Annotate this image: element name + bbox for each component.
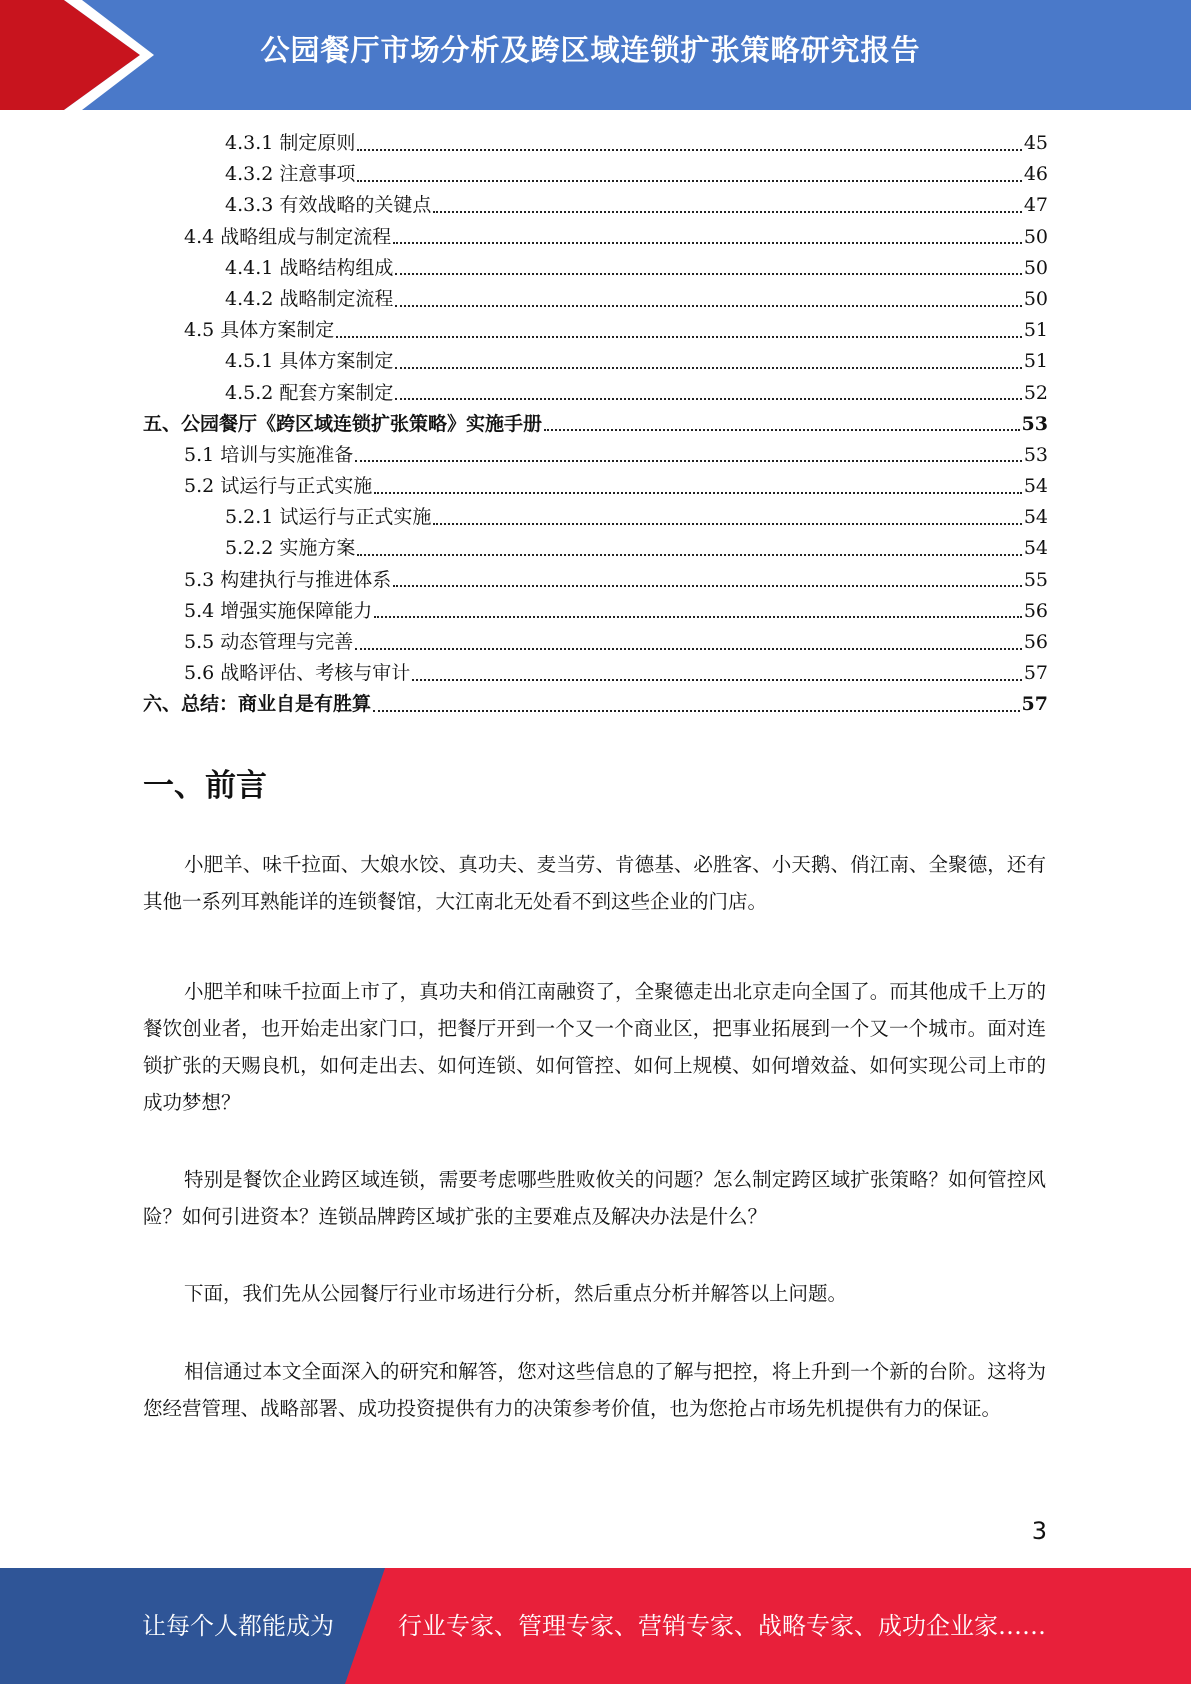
paragraph-1: 小肥羊、味千拉面、大娘水饺、真功夫、麦当劳、肯德基、必胜客、小天鹅、俏江南、全聚德，还有其他一系列耳熟能详的连锁餐馆，大江南北无处看不到这些企业的门店。	[143, 853, 1046, 913]
toc-leader-dots	[393, 242, 1022, 244]
toc-entry-page: 56	[1023, 599, 1048, 622]
toc-leader-dots	[395, 398, 1021, 400]
toc-entry-page: 50	[1023, 287, 1048, 310]
toc-entry-label: 5.6 战略评估、考核与审计	[184, 662, 411, 685]
toc-leader-dots	[355, 460, 1022, 462]
toc-leader-dots	[374, 616, 1022, 618]
toc-entry[interactable]	[143, 128, 1048, 159]
toc-entry-page: 46	[1023, 163, 1048, 186]
toc-leader-dots	[433, 211, 1021, 213]
toc-leader-dots	[412, 679, 1022, 681]
toc-entry-label: 5.4 增强实施保障能力	[184, 599, 373, 622]
toc-leader-dots	[374, 492, 1022, 494]
toc-leader-dots	[373, 710, 1020, 712]
toc-entry-label: 4.3.2 注意事项	[225, 163, 356, 186]
footer-slogan-left: 让每个人都能成为	[142, 1612, 334, 1640]
toc-entry-page: 53	[1023, 443, 1048, 466]
toc-entry-label: 六、总结：商业自是有胜算	[143, 693, 372, 716]
toc-entry-page: 45	[1023, 132, 1048, 154]
toc-leader-dots	[357, 180, 1021, 182]
toc-entry-label: 4.5 具体方案制定	[184, 319, 335, 342]
toc-entry[interactable]	[143, 658, 1048, 689]
toc-entry-label: 5.5 动态管理与完善	[184, 631, 354, 653]
paragraph-3: 特别是餐饮企业跨区域连锁，需要考虑哪些胜败攸关的问题？怎么制定跨区域扩张策略？如何管控风险？如何引进资本？连锁品牌跨区域扩张的主要难点及解决办法是什么？	[143, 1168, 1046, 1228]
toc-entry-page: 57	[1023, 662, 1048, 685]
toc-entry-page: 51	[1023, 319, 1048, 342]
page-header	[0, 0, 1191, 110]
section-heading: 一、前言	[143, 768, 267, 804]
paragraph-5: 相信通过本文全面深入的研究和解答，您对这些信息的了解与把控，将上升到一个新的台阶。这将为您经营管理、战略部署、成功投资提供有力的决策参考价值，也为您抢占市场先机提供有力的保证。	[143, 1360, 1046, 1420]
footer-slogan-right: 行业专家、管理专家、营销专家、战略专家、成功企业家……	[398, 1612, 1046, 1640]
toc-entry[interactable]	[143, 253, 1048, 284]
toc-leader-dots	[433, 523, 1021, 525]
toc-leader-dots	[393, 585, 1022, 587]
toc-entry[interactable]	[143, 502, 1048, 533]
toc-entry[interactable]	[143, 284, 1048, 315]
toc-entry-label: 4.3.1 制定原则	[225, 132, 356, 154]
page-footer	[0, 1568, 1191, 1684]
toc-entry-label: 5.2.1 试运行与正式实施	[225, 506, 432, 529]
toc-entry-page: 50	[1023, 256, 1048, 279]
toc-leader-dots	[395, 273, 1021, 275]
toc-entry-label: 5.3 构建执行与推进体系	[184, 568, 392, 591]
toc-leader-dots	[395, 367, 1021, 369]
toc-entry-page: 50	[1023, 225, 1048, 248]
toc-entry[interactable]	[143, 440, 1048, 471]
toc-entry-label: 4.5.1 具体方案制定	[225, 350, 394, 373]
toc-entry-page: 54	[1023, 506, 1048, 529]
toc-entry[interactable]	[143, 315, 1048, 346]
toc-entry-label: 4.4 战略组成与制定流程	[184, 225, 392, 248]
toc-entry-page: 56	[1023, 631, 1048, 653]
toc-leader-dots	[336, 336, 1022, 338]
toc-entry[interactable]	[143, 533, 1048, 564]
toc-entry-page: 57	[1021, 693, 1048, 716]
toc-leader-dots	[357, 554, 1021, 556]
toc-entry[interactable]	[143, 627, 1048, 658]
page-number: 3	[1031, 1517, 1047, 1545]
table-of-contents	[143, 128, 1048, 721]
toc-entry[interactable]	[143, 346, 1048, 377]
toc-leader-dots	[355, 648, 1022, 650]
toc-entry-label: 4.3.3 有效战略的关键点	[225, 194, 432, 217]
paragraph-4: 下面，我们先从公园餐厅行业市场进行分析，然后重点分析并解答以上问题。	[184, 1282, 848, 1305]
toc-entry[interactable]	[143, 190, 1048, 221]
toc-entry-page: 54	[1023, 475, 1048, 498]
toc-entry[interactable]	[143, 565, 1048, 596]
toc-entry-page: 54	[1023, 537, 1048, 560]
toc-entry-label: 五、公园餐厅《跨区域连锁扩张策略》实施手册	[143, 412, 543, 435]
toc-entry-label: 4.4.2 战略制定流程	[225, 287, 394, 310]
toc-entry[interactable]	[143, 378, 1048, 409]
toc-entry[interactable]	[143, 471, 1048, 502]
toc-entry-label: 5.2.2 实施方案	[225, 537, 356, 560]
toc-entry-page: 47	[1023, 194, 1048, 217]
toc-entry[interactable]	[143, 159, 1048, 190]
report-title: 公园餐厅市场分析及跨区域连锁扩张策略研究报告	[260, 33, 921, 67]
toc-entry-page: 52	[1023, 381, 1048, 404]
paragraph-2: 小肥羊和味千拉面上市了，真功夫和俏江南融资了，全聚德走出北京走向全国了。而其他成千上万的餐饮创业者，也开始走出家门口，把餐厅开到一个又一个商业区，把事业拓展到一个又一个城市。面对连锁扩张的天赐良机，如何走出去、如何连锁、如何管控、如何上规模、如何增效益、如何实现公司上市的成功梦想？	[143, 980, 1046, 1114]
toc-entry-label: 5.2 试运行与正式实施	[184, 475, 373, 498]
toc-entry-label: 4.4.1 战略结构组成	[225, 256, 394, 279]
toc-leader-dots	[357, 149, 1021, 151]
toc-entry-page: 55	[1023, 568, 1048, 591]
toc-entry-page: 51	[1023, 350, 1048, 373]
toc-entry-label: 5.1 培训与实施准备	[184, 443, 354, 466]
toc-entry-label: 4.5.2 配套方案制定	[225, 381, 394, 404]
header-arrow-graphic	[0, 0, 160, 110]
toc-leader-dots	[395, 305, 1021, 307]
toc-entry[interactable]	[143, 222, 1048, 253]
toc-entry-page: 53	[1021, 412, 1048, 435]
toc-entry[interactable]	[143, 689, 1048, 720]
toc-entry[interactable]	[143, 409, 1048, 440]
toc-leader-dots	[544, 429, 1020, 431]
toc-entry[interactable]	[143, 596, 1048, 627]
